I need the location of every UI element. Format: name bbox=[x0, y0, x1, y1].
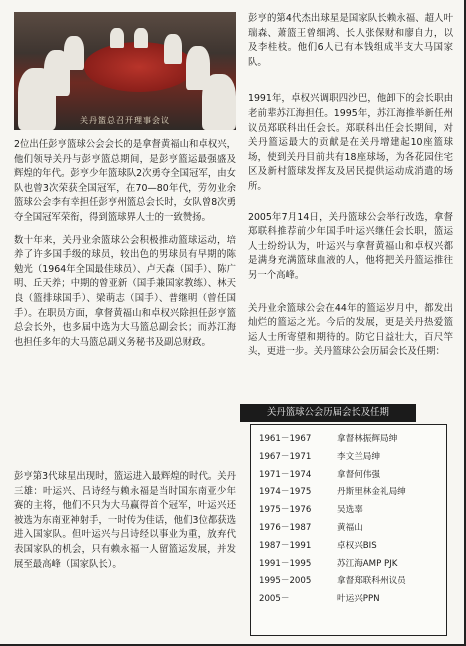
person-figure bbox=[64, 36, 84, 70]
right-column bbox=[248, 12, 453, 368]
years-cell: 1971－1974 bbox=[259, 469, 312, 480]
person-figure bbox=[134, 28, 148, 48]
table-row bbox=[259, 573, 438, 591]
left-column-bottom bbox=[14, 470, 236, 580]
table-row bbox=[259, 467, 438, 485]
name-cell: 苏江海AMP PJK bbox=[337, 558, 398, 569]
name-cell: 黄福山 bbox=[337, 522, 363, 533]
name-cell: 叶运兴PPN bbox=[337, 594, 380, 605]
person-figure bbox=[164, 34, 182, 64]
body-paragraph: 彭亨的第4代杰出球星是国家队长赖永福、超人叶瑞森、萧篮王曾细鸿、长人张保财和廖自力，以及李桂枝。他们6人已有本钱组成半支大马国家队。 bbox=[248, 13, 453, 68]
years-cell: 1987－1991 bbox=[259, 540, 312, 551]
table-row bbox=[259, 431, 438, 449]
years-cell: 1976－1987 bbox=[259, 522, 312, 533]
presidents-table-title: 关丹篮球公会历届会长及任期 bbox=[240, 404, 416, 422]
name-cell: 拿督林振辉局绅 bbox=[337, 434, 398, 444]
body-paragraph: 数十年来，关丹业余篮球公会积极推动篮球运动，培养了许多国手级的球员，较出色的男球员有早期的陈勉光（1964年全国最佳球员）、卢天森（国手）、陈广明、丘天养；中期的曾亚新（国手兼国家教练）、林天良（篮排球国手）、梁萌志（国手）、普继明（曾任国手）。在职员方面，拿督黄福山和卓权兴除担任彭亨篮总会长外，也多届中选为大马篮总副会长；而苏江海也担任多年的大马篮总副义务秘书及副总财政。 bbox=[14, 234, 236, 348]
name-cell: 拿督何伟强 bbox=[337, 469, 380, 480]
table-row bbox=[259, 502, 438, 520]
body-paragraph: 1991年，卓权兴调职四沙巴，他卸下的会长职由老前辈苏江海担任。1995年，苏江海推举新任州议员郑联科出任会长。郑联科出任会长期间，对关丹篮运最大的贡献是在关丹增建起10座篮球场，使到关丹目前共有18座球场，为各花园住宅区及新村篮球发挥友及居民提供运动成消遣的场所。 bbox=[248, 93, 453, 192]
person-figure bbox=[110, 28, 124, 48]
years-cell: 1995－2005 bbox=[259, 576, 312, 587]
meeting-photo bbox=[14, 12, 236, 130]
table-row bbox=[259, 520, 438, 538]
years-cell: 1974－1975 bbox=[259, 487, 312, 498]
table-row bbox=[259, 556, 438, 574]
body-paragraph: 2005年7月14日，关丹篮球公会举行改选，拿督郑联科推荐前少年国手叶运兴继任会长职，篮运人士纷纷认为，叶运兴与拿督黄福山和卓权兴都是满身充满篮球血液的人，他将把关丹篮运推往另一个高峰。 bbox=[248, 211, 453, 281]
name-cell: 李文兰局绅 bbox=[337, 451, 380, 462]
years-cell: 2005－ bbox=[259, 594, 290, 605]
left-column-top bbox=[14, 138, 236, 358]
presidents-table bbox=[250, 424, 447, 636]
table-row bbox=[259, 591, 438, 609]
years-cell: 1975－1976 bbox=[259, 505, 312, 516]
name-cell: 卓权兴BIS bbox=[337, 540, 377, 551]
body-paragraph: 2位出任彭亨篮球公会会长的是拿督黄福山和卓权兴，他们领导关丹与彭亨篮总期间，是彭亨篮运最强盛及辉煌的年代。彭亨少年篮球队2次勇夺全国冠军，由女队也曾3次荣获全国冠军，在70—80年代，劳勿业余篮球公会李有幸担任彭亨州篮总会长时，女队曾8次勇夺全国冠军荣衔，得到篮球界人士的一致赞扬。 bbox=[14, 139, 236, 223]
years-cell: 1961－1967 bbox=[259, 434, 312, 444]
name-cell: 吴选辜 bbox=[337, 505, 363, 516]
body-paragraph: 彭亨第3代球星出现时，篮运进入最辉煌的时代。关丹三雄：叶运兴、吕诗经与赖永福是当时国东南亚少年赛的主将，他们不只为大马赢得首个冠军，叶运兴还被选为东南亚神射手，一时传为佳话，他们3位都获选进入国家队。但叶运兴与吕诗经以事业为重，放弃代表国家队的机会，只有赖永福一人留篮运发展，并发展至最高峰（国家队长）。 bbox=[14, 471, 236, 570]
years-cell: 1967－1971 bbox=[259, 451, 312, 462]
table-row bbox=[259, 484, 438, 502]
table-row bbox=[259, 538, 438, 556]
body-paragraph: 关丹业余篮球公会在44年的篮运岁月中，都发出灿烂的篮运之光。今后的发展，更是关丹热爱篮运人士所寄望和期待的。防它日益壮大，百尺竿头，更进一步。关丹篮球公会历届会长及任期： bbox=[248, 302, 453, 358]
photo-caption: 关丹篮总召开理事会议 bbox=[80, 116, 170, 125]
table-row bbox=[259, 449, 438, 467]
name-cell: 丹斯里林金礼局绅 bbox=[337, 487, 406, 498]
years-cell: 1991－1995 bbox=[259, 558, 312, 569]
name-cell: 拿督郑联科州议员 bbox=[337, 576, 406, 587]
